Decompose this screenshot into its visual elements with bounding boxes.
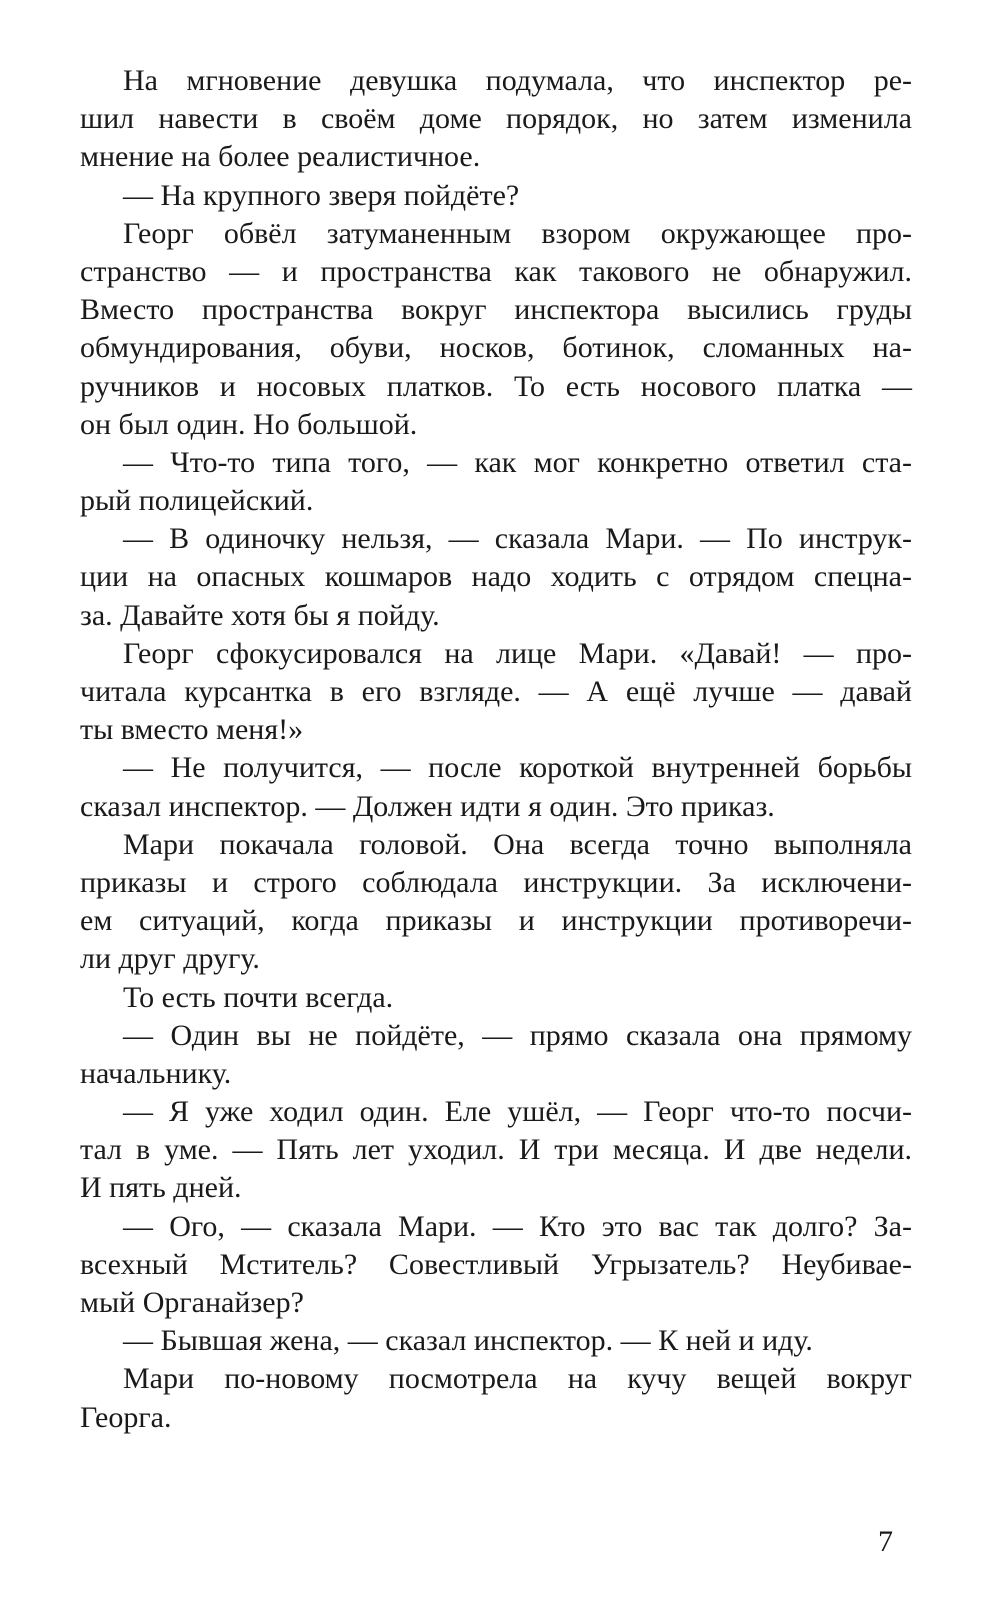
text-line: Георг обвёл затуманенным взором окружающее про-: [123, 216, 912, 250]
text-line: ции на опасных кошмаров надо ходить с отрядом спецна-: [80, 560, 912, 594]
text-line: тал в уме. — Пять лет уходил. И три месяца. И две недели.: [80, 1133, 912, 1167]
text-line: сказал инспектор. — Должен идти я один. Это приказ.: [80, 789, 775, 823]
text-line: всехный Мститель? Совестливый Угрызатель? Неубивае-: [80, 1247, 912, 1281]
text-line: — Не получится, — после короткой внутренней борьбы: [123, 751, 912, 785]
text-line: Георг сфокусировался на лице Мари. «Давай! — про-: [123, 636, 912, 670]
text-line: он был один. Но большой.: [80, 407, 418, 441]
text-line: — Что-то типа того, — как мог конкретно ответил ста-: [123, 445, 912, 479]
text-line: Мари по-новому посмотрела на кучу вещей вокруг: [123, 1362, 912, 1396]
text-line: Вместо пространства вокруг инспектора высились груды: [80, 293, 912, 327]
text-line: — Я уже ходил один. Еле ушёл, — Георг что-то посчи-: [123, 1095, 912, 1129]
text-line: Георга.: [80, 1400, 172, 1434]
text-line: Мари покачала головой. Она всегда точно выполняла: [123, 827, 912, 861]
text-line: ем ситуаций, когда приказы и инструкции противоречи-: [80, 904, 912, 938]
text-line: То есть почти всегда.: [123, 980, 394, 1014]
text-line: ли друг другу.: [80, 942, 260, 976]
text-line: ты вместо меня!»: [80, 713, 304, 747]
text-line: — В одиночку нельзя, — сказала Мари. — По инструк-: [123, 522, 912, 556]
text-line: И пять дней.: [80, 1171, 242, 1205]
text-line: На мгновение девушка подумала, что инспектор ре-: [123, 64, 912, 97]
text-line: приказы и строго соблюдала инструкции. За исключени-: [80, 865, 912, 899]
text-line: ручников и носовых платков. То есть носового платка —: [80, 369, 912, 403]
text-line: — На крупного зверя пойдёте?: [123, 178, 520, 212]
body-text: [80, 62, 912, 1437]
text-line: мый Органайзер?: [80, 1286, 304, 1319]
text-line: — Бывшая жена, — сказал инспектор. — К ней и иду.: [123, 1324, 813, 1358]
text-line: — Ого, — сказала Мари. — Кто это вас так долго? За-: [123, 1209, 912, 1243]
text-line: мнение на более реалистичное.: [80, 140, 481, 174]
text-line: рый полицейский.: [80, 484, 314, 518]
text-line: шил навести в своём доме порядок, но затем изменила: [80, 102, 912, 136]
text-line: начальнику.: [80, 1056, 232, 1090]
text-line: за. Давайте хотя бы я пойду.: [80, 598, 440, 632]
page-number: 7: [878, 1525, 893, 1558]
text-line: обмундирования, обуви, носков, ботинок, сломанных на-: [80, 331, 912, 365]
text-line: странство — и пространства как такового не обнаружил.: [80, 254, 912, 288]
text-line: — Один вы не пойдёте, — прямо сказала она прямому: [123, 1018, 912, 1052]
text-line: читала курсантка в его взгляде. — А ещё лучше — давай: [80, 675, 912, 708]
